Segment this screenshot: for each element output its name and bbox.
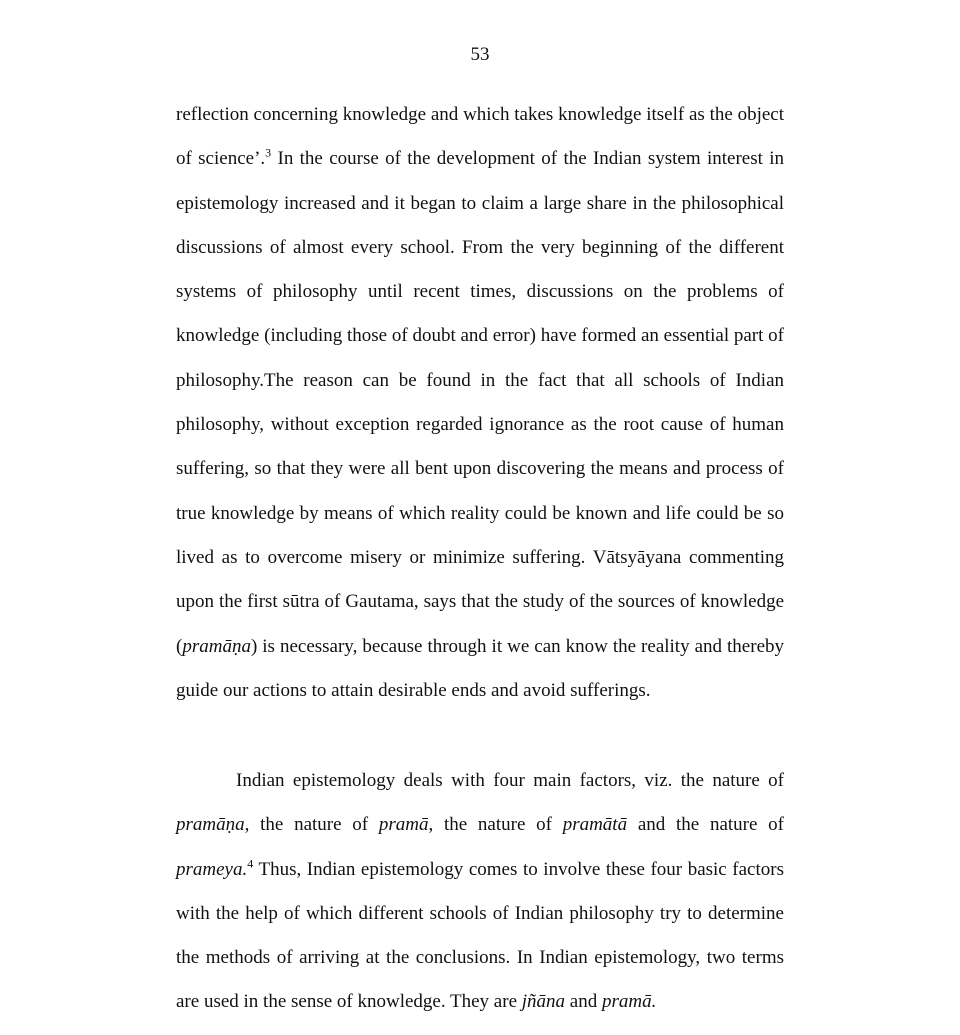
paragraph-1-text-a: reflection concerning knowledge and which takes knowledge itself as the object of science’. — [176, 104, 784, 170]
paragraph-2-text-d: and the nature of — [627, 814, 784, 836]
paragraph-2-text-b: , the nature of — [244, 814, 379, 836]
term-pramana-2: pramāṇa — [176, 814, 245, 836]
term-pramata: pramātā — [562, 814, 628, 836]
paragraph-2-text-f: and — [565, 991, 602, 1013]
paragraph-2-text-c: , the nature of — [428, 814, 563, 836]
term-pramana: pramāṇa — [182, 635, 251, 657]
paragraph-2-text-e: Thus, Indian epistemology comes to involve these four basic factors with the help of which different schools of Indian philosophy try to determine the methods of arriving at the conclusions. In Indian epistemology, two terms are used in the sense of knowledge. They are — [176, 858, 784, 1013]
term-jnana: jñāna — [521, 991, 566, 1013]
term-prameya: prameya. — [176, 858, 248, 880]
paragraph-2 — [176, 759, 784, 1025]
footnote-marker-3: 3 — [265, 145, 272, 160]
paragraph-1 — [176, 93, 784, 713]
footnote-marker-4: 4 — [247, 856, 254, 871]
term-prama: pramā — [378, 814, 429, 836]
page-number: 53 — [470, 44, 490, 65]
paragraph-1-text-c: ) is necessary, because through it we can know the reality and thereby guide our actions to attain desirable ends and avoid sufferings. — [176, 635, 784, 701]
term-prama-2: pramā. — [601, 991, 657, 1013]
paragraph-1-text-b: In the course of the development of the Indian system interest in epistemology increased and it began to claim a large share in the philosophical discussions of almost every school. From the very beginning of the different systems of philosophy until recent times, discussions on the problems of knowledge (including those of doubt and error) have formed an essential part of philosophy.The reason can be found in the fact that all schools of Indian philosophy, without exception regarded ignorance as the root cause of human suffering, so that they were all bent upon discovering the means and process of true knowledge by means of which reality could be known and life could be so lived as to overcome misery or minimize suffering. Vātsyāyana commenting upon the first sūtra of Gautama, says that the study of the sources of knowledge ( — [176, 148, 784, 657]
paragraph-2-text-a: Indian epistemology deals with four main factors, viz. the nature of — [236, 770, 784, 791]
